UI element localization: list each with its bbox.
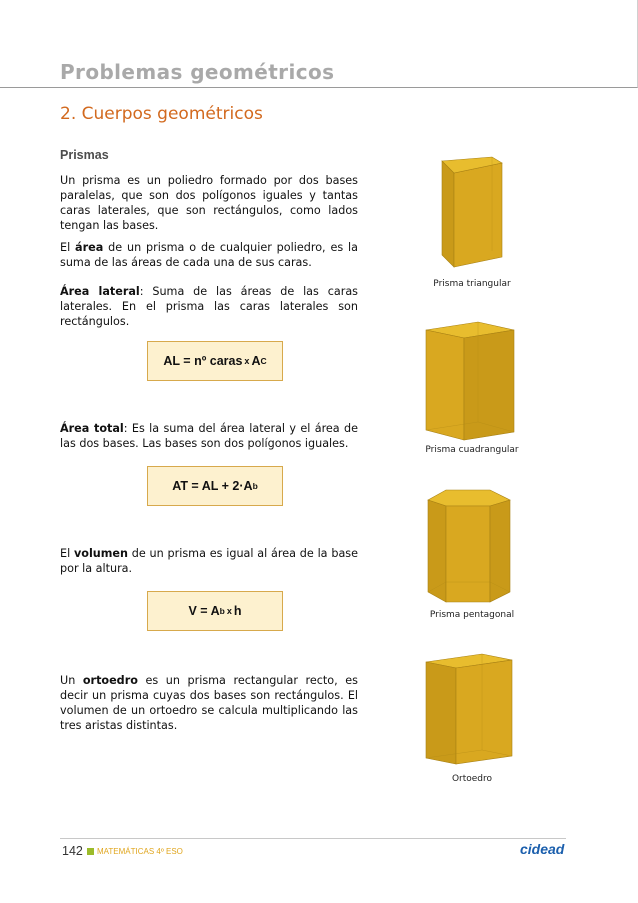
paragraph-ortoedro-post: es un prisma rectangular recto, es decir un prisma cuyas dos bases son rectángulos. El volumen de un ortoedro se calcula multiplicando las tres aristas distintas. [60,674,358,732]
paragraph-ortoedro [60,673,358,733]
formula-volumen [147,591,283,631]
formula-area-total-main: AT = AL + 2·A [172,479,253,493]
paragraph-ortoedro-bold: ortoedro [82,674,138,687]
paragraph-area-pre: El [60,241,76,254]
formula-area-lateral [147,341,283,381]
caption-prisma-pentagonal: Prisma pentagonal [429,610,515,620]
cuadrangular-prism-figure [422,320,518,442]
formula-area-lateral-sub: C [260,356,267,366]
pentagonal-prism-figure [424,486,518,608]
paragraph-area-total-post: : Es la suma del área lateral y el área de las dos bases. Las bases son dos polígonos iguales. [60,422,358,450]
paragraph-area-bold: área [75,241,104,254]
formula-volumen-main: V = A [188,604,220,618]
cidead-logo: cidead [520,841,565,857]
formula-volumen-op: x [226,606,232,616]
footer-subject: MATEMÁTICAS 4º ESO [97,847,183,856]
paragraph-area-post: de un prisma o de cualquier poliedro, es la suma de las áreas de cada una de sus caras. [60,241,358,269]
paragraph-area-lateral [60,284,358,329]
paragraph-volumen [60,546,358,576]
formula-volumen-end: h [233,604,242,618]
paragraph-volumen-post: de un prisma es igual al área de la base por la altura. [60,547,359,575]
paragraph-ortoedro-pre: Un [60,674,83,687]
paragraph-volumen-pre: El [60,547,74,560]
paragraph-volumen-bold: volumen [73,547,128,560]
footer-square-icon [87,848,94,855]
footer-divider [60,838,566,839]
paragraph-area [60,240,358,270]
page-header-title: Problemas geométricos [60,60,335,84]
caption-prisma-triangular: Prisma triangular [433,279,511,289]
caption-ortoedro: Ortoedro [451,774,493,784]
formula-volumen-sub: b [219,606,225,616]
paragraph-area-lateral-bold: Área lateral [60,285,140,298]
formula-area-lateral-main: AL = nº caras [163,354,243,368]
paragraph-area-lateral-post: : Suma de las áreas de las caras laterales. En el prisma las caras laterales son rectángulos. [60,285,358,328]
section-title: 2. Cuerpos geométricos [60,104,263,124]
paragraph-area-total-bold: Área total [60,422,124,435]
paragraph-area-total [60,421,358,451]
ortoedro-figure [422,652,518,766]
paragraph-prisma-definition: Un prisma es un poliedro formado por dos bases paralelas, que son dos polígonos iguales y tantas caras laterales, que son rectángulos, como lados tengan las bases. [60,174,358,232]
formula-area-lateral-op: x [244,356,250,366]
formula-area-lateral-var: A [251,354,261,368]
page-number: 142 [62,844,83,858]
formula-area-total [147,466,283,506]
formula-area-total-sub: b [252,481,258,491]
triangular-prism-figure [432,155,512,273]
subsection-title: Prismas [60,148,109,162]
caption-prisma-cuadrangular: Prisma cuadrangular [425,445,519,455]
